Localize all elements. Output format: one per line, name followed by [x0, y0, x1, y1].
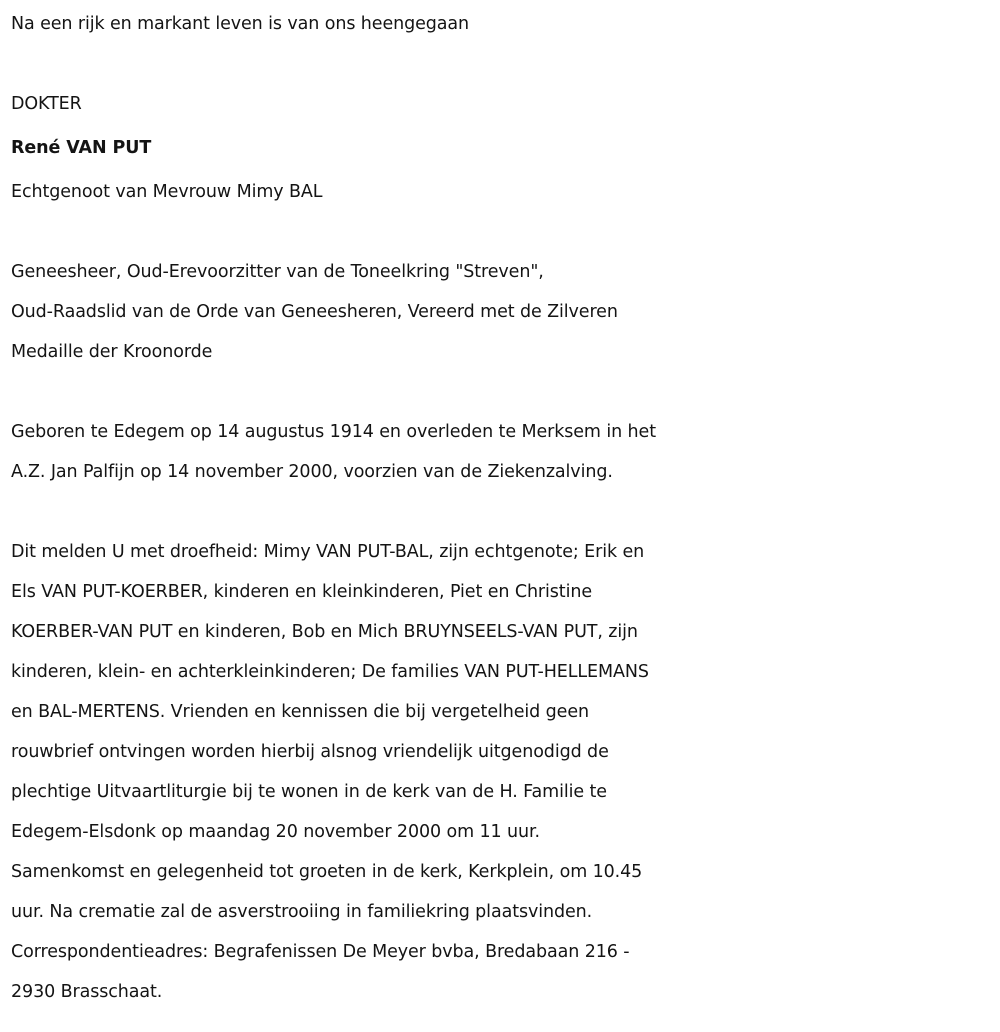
- announcement-line: rouwbrief ontvingen worden hierbij alsnog vriendelijk uitgenodigd de: [11, 742, 609, 762]
- announcement-line: 2930 Brasschaat.: [11, 982, 163, 1002]
- spacer: [11, 212, 995, 252]
- intro-text: Na een rijk en markant leven is van ons heengegaan: [11, 14, 470, 34]
- announcement-line: Edegem-Elsdonk op maandag 20 november 2000 om 11 uur.: [11, 822, 540, 842]
- roles-line: Medaille der Kroonorde: [11, 342, 213, 362]
- spacer: [11, 44, 995, 84]
- title-text: DOKTER: [11, 94, 82, 114]
- announcement-line: uur. Na crematie zal de asverstrooiing in familiekring plaatsvinden.: [11, 902, 593, 922]
- announcement-line: Els VAN PUT-KOERBER, kinderen en kleinkinderen, Piet en Christine: [11, 582, 592, 602]
- roles-line: Oud-Raadslid van de Orde van Geneesheren, Vereerd met de Zilveren: [11, 302, 618, 322]
- announcement-line: Dit melden U met droefheid: Mimy VAN PUT-BAL, zijn echtgenote; Erik en: [11, 542, 645, 562]
- announcement-line: kinderen, klein- en achterkleinkinderen; De families VAN PUT-HELLEMANS: [11, 662, 649, 682]
- birth-death-line: A.Z. Jan Palfijn op 14 november 2000, voorzien van de Ziekenzalving.: [11, 462, 613, 482]
- announcement-line: en BAL-MERTENS. Vrienden en kennissen die bij vergetelheid geen: [11, 702, 589, 722]
- announcement-line: Samenkomst en gelegenheid tot groeten in de kerk, Kerkplein, om 10.45: [11, 862, 643, 882]
- birth-death-line: Geboren te Edegem op 14 augustus 1914 en overleden te Merksem in het: [11, 422, 656, 442]
- spacer: [11, 492, 995, 532]
- announcement-paragraph: [11, 532, 995, 1012]
- spacer: [11, 372, 995, 412]
- announcement-line: KOERBER-VAN PUT en kinderen, Bob en Mich BRUYNSEELS-VAN PUT, zijn: [11, 622, 638, 642]
- announcement-line: Correspondentieadres: Begrafenissen De Meyer bvba, Bredabaan 216 -: [11, 942, 630, 962]
- birth-death-paragraph: [11, 412, 995, 492]
- deceased-name: René VAN PUT: [11, 138, 152, 158]
- roles-paragraph: [11, 252, 995, 372]
- obituary-notice: [11, 4, 995, 1012]
- spouse-text: Echtgenoot van Mevrouw Mimy BAL: [11, 182, 323, 202]
- announcement-line: plechtige Uitvaartliturgie bij te wonen in de kerk van de H. Familie te: [11, 782, 607, 802]
- roles-line: Geneesheer, Oud-Erevoorzitter van de Toneelkring "Streven",: [11, 262, 544, 282]
